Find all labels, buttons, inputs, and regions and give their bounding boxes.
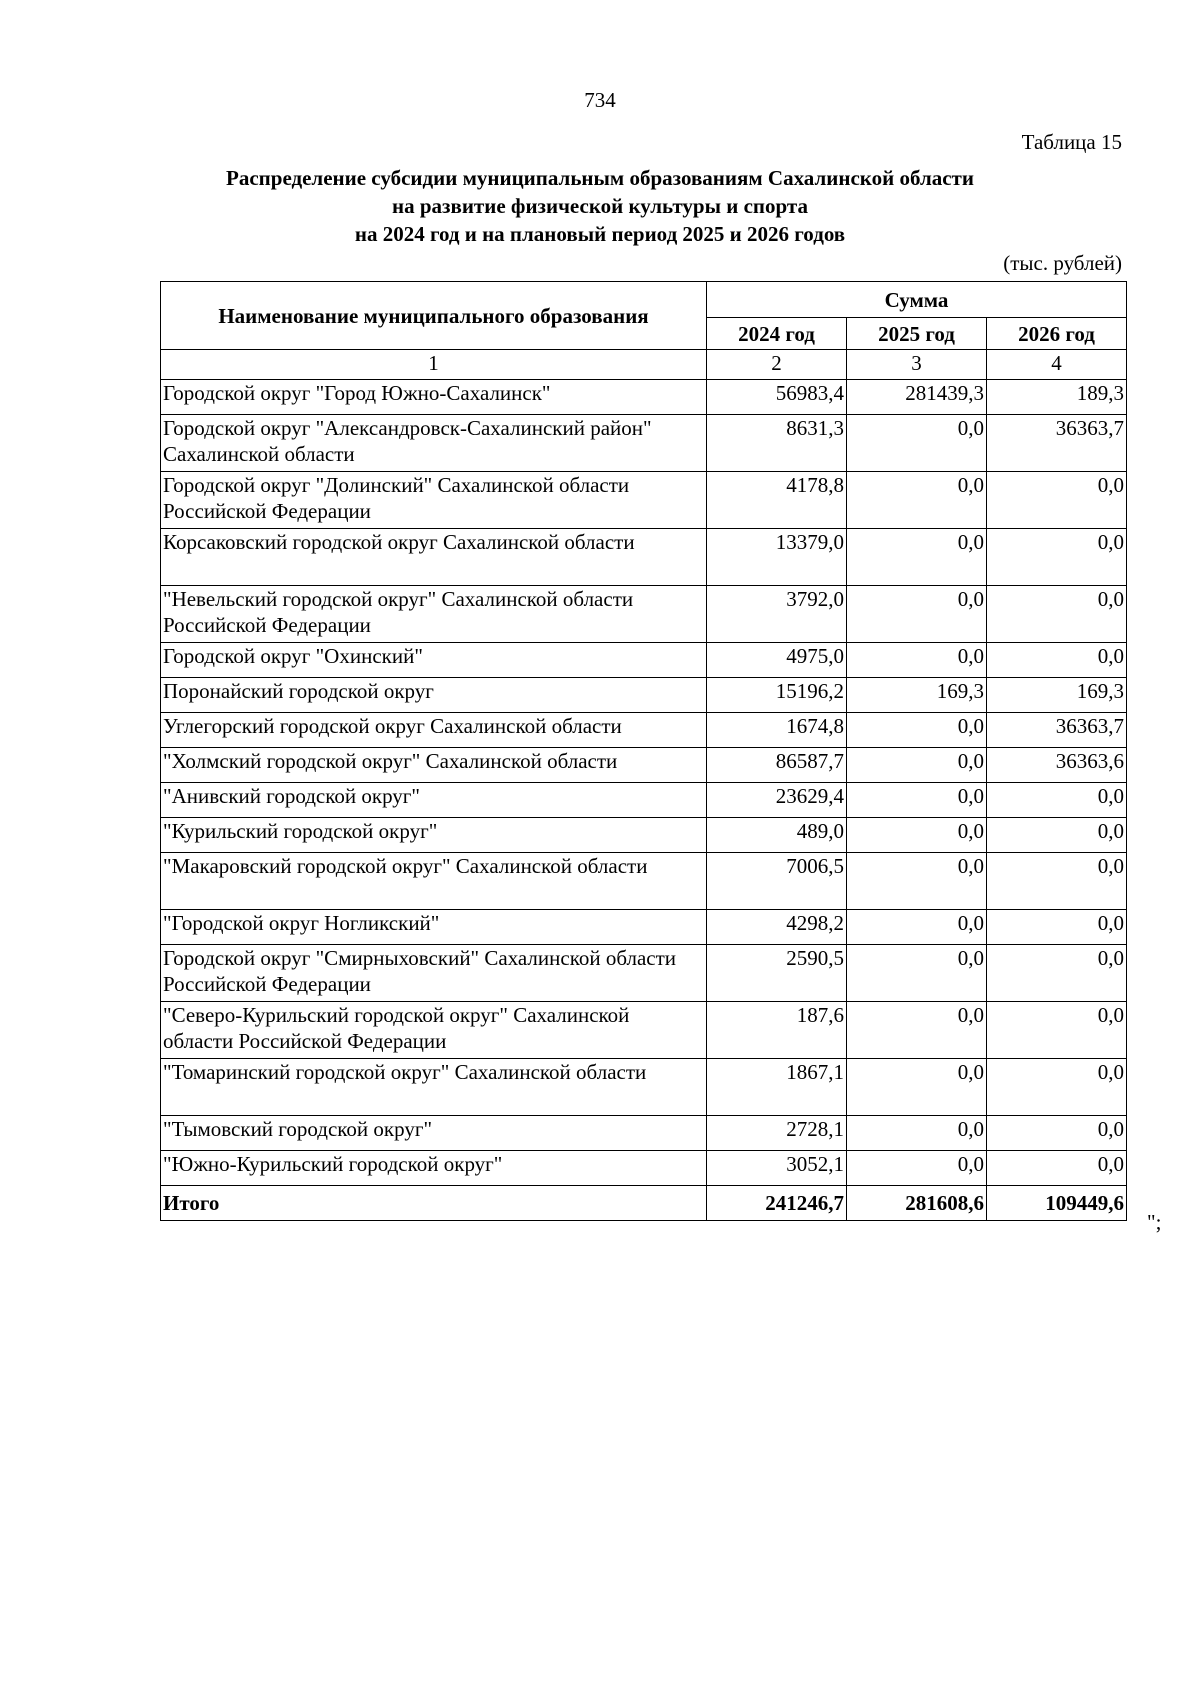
page-number: 734 [584,88,616,112]
table-row [161,1002,1127,1059]
value-2024: 4298,2 [707,910,847,945]
value-2025: 0,0 [847,472,987,529]
value-2024: 489,0 [707,818,847,853]
value-2026: 0,0 [987,1059,1127,1116]
row-name: Корсаковский городской округ Сахалинской области [161,529,707,586]
value-2024: 15196,2 [707,678,847,713]
value-2024: 4975,0 [707,643,847,678]
subsidy-table [160,281,1127,1221]
title-line: на развитие физической культуры и спорта [392,194,808,218]
table-row [161,783,1127,818]
header-year-2024: 2024 год [707,318,847,350]
value-2024: 3792,0 [707,586,847,643]
header-name: Наименование муниципального образования [161,282,707,350]
total-2026: 109449,6 [987,1186,1127,1221]
value-2026: 0,0 [987,910,1127,945]
value-2024: 7006,5 [707,853,847,910]
row-name: "Северо-Курильский городской округ" Сахалинской области Российской Федерации [161,1002,707,1059]
value-2025: 0,0 [847,945,987,1002]
table-row [161,529,1127,586]
value-2024: 3052,1 [707,1151,847,1186]
value-2024: 4178,8 [707,472,847,529]
value-2026: 36363,7 [987,713,1127,748]
table-row [161,910,1127,945]
value-2025: 0,0 [847,783,987,818]
value-2025: 0,0 [847,1151,987,1186]
value-2026: 0,0 [987,472,1127,529]
value-2024: 13379,0 [707,529,847,586]
table-label: Таблица 15 [1021,130,1122,154]
row-name: Углегорский городской округ Сахалинской области [161,713,707,748]
value-2024: 86587,7 [707,748,847,783]
total-row [161,1186,1127,1221]
row-name: "Холмский городской округ" Сахалинской области [161,748,707,783]
row-name: "Макаровский городской округ" Сахалинской области [161,853,707,910]
value-2025: 0,0 [847,1059,987,1116]
value-2025: 0,0 [847,1002,987,1059]
value-2026: 0,0 [987,818,1127,853]
table-row [161,1059,1127,1116]
document-title [0,164,1200,248]
value-2024: 2728,1 [707,1116,847,1151]
table-row [161,472,1127,529]
value-2025: 0,0 [847,748,987,783]
value-2026: 0,0 [987,945,1127,1002]
value-2024: 23629,4 [707,783,847,818]
row-name: "Невельский городской округ" Сахалинской области Российской Федерации [161,586,707,643]
value-2025: 0,0 [847,529,987,586]
value-2025: 0,0 [847,818,987,853]
value-2026: 169,3 [987,678,1127,713]
value-2026: 0,0 [987,643,1127,678]
value-2024: 8631,3 [707,415,847,472]
value-2024: 1674,8 [707,713,847,748]
table-row [161,1151,1127,1186]
total-2024: 241246,7 [707,1186,847,1221]
value-2024: 187,6 [707,1002,847,1059]
value-2026: 0,0 [987,853,1127,910]
value-2026: 0,0 [987,586,1127,643]
value-2024: 1867,1 [707,1059,847,1116]
row-name: "Анивский городской округ" [161,783,707,818]
row-name: "Южно-Курильский городской округ" [161,1151,707,1186]
value-2026: 36363,7 [987,415,1127,472]
value-2025: 0,0 [847,713,987,748]
value-2026: 36363,6 [987,748,1127,783]
title-line: на 2024 год и на плановый период 2025 и 2026 годов [354,222,846,246]
column-number: 1 [161,350,707,380]
table-row [161,586,1127,643]
value-2026: 0,0 [987,783,1127,818]
table-row [161,415,1127,472]
header-sum: Сумма [707,282,1127,318]
value-2026: 0,0 [987,1116,1127,1151]
value-2024: 56983,4 [707,380,847,415]
value-2026: 0,0 [987,1151,1127,1186]
value-2025: 0,0 [847,586,987,643]
value-2026: 0,0 [987,1002,1127,1059]
closing-quote-mark: "; [1147,1210,1162,1234]
table-row [161,678,1127,713]
column-number: 2 [707,350,847,380]
column-number: 3 [847,350,987,380]
row-name: Городской округ "Город Южно-Сахалинск" [161,380,707,415]
table-row [161,713,1127,748]
header-year-2025: 2025 год [847,318,987,350]
total-label: Итого [161,1186,707,1221]
total-2025: 281608,6 [847,1186,987,1221]
row-name: "Курильский городской округ" [161,818,707,853]
row-name: Городской округ "Охинский" [161,643,707,678]
table-row [161,853,1127,910]
value-2025: 0,0 [847,643,987,678]
column-number: 4 [987,350,1127,380]
row-name: Поронайский городской округ [161,678,707,713]
row-name: Городской округ "Александровск-Сахалинский район" Сахалинской области [161,415,707,472]
table-row [161,818,1127,853]
table-row [161,380,1127,415]
value-2025: 0,0 [847,415,987,472]
row-name: "Тымовский городской округ" [161,1116,707,1151]
table-row [161,1116,1127,1151]
table-row [161,643,1127,678]
row-name: Городской округ "Долинский" Сахалинской области Российской Федерации [161,472,707,529]
value-2025: 281439,3 [847,380,987,415]
value-2026: 189,3 [987,380,1127,415]
value-2025: 0,0 [847,910,987,945]
value-2025: 0,0 [847,1116,987,1151]
value-2024: 2590,5 [707,945,847,1002]
table-row [161,945,1127,1002]
table-row [161,748,1127,783]
row-name: Городской округ "Смирныховский" Сахалинской области Российской Федерации [161,945,707,1002]
value-2026: 0,0 [987,529,1127,586]
title-line: Распределение субсидии муниципальным образованиям Сахалинской области [226,166,974,190]
row-name: "Городской округ Ногликский" [161,910,707,945]
value-2025: 169,3 [847,678,987,713]
header-year-2026: 2026 год [987,318,1127,350]
value-2025: 0,0 [847,853,987,910]
unit-note: (тыс. рублей) [1003,251,1122,275]
row-name: "Томаринский городской округ" Сахалинской области [161,1059,707,1116]
